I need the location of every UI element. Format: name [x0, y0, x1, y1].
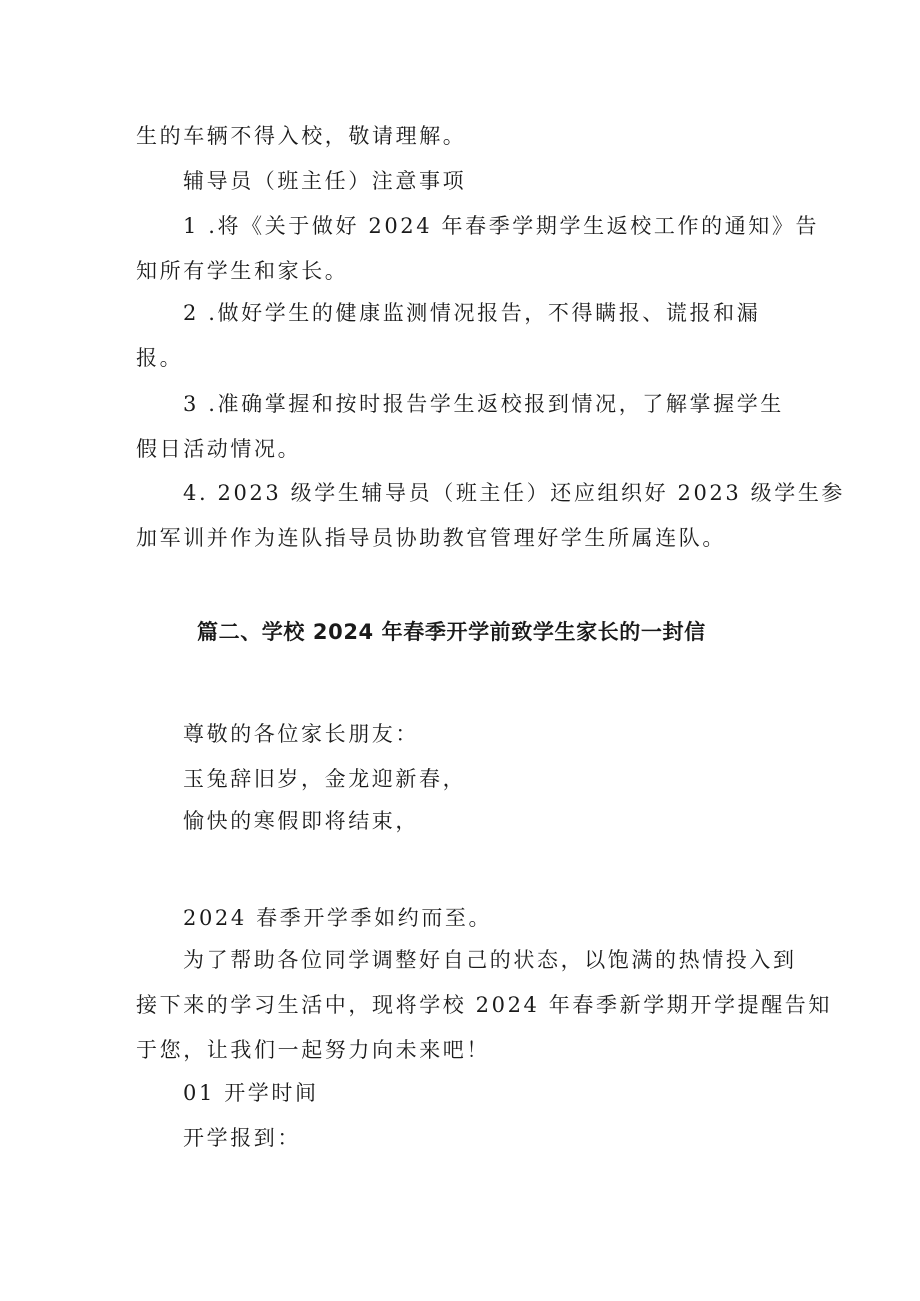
section-title: 篇二、学校 2024 年春季开学前致学生家长的一封信	[197, 620, 706, 644]
verse-line-3: 2024 春季开学季如约而至。	[183, 906, 493, 930]
section-subheading: 辅导员（班主任）注意事项	[183, 169, 467, 193]
verse-line-1: 玉兔辞旧岁，金龙迎新春，	[183, 767, 467, 791]
paragraph-line-1: 为了帮助各位同学调整好自己的状态，以饱满的热情投入到	[183, 948, 797, 972]
paragraph-line-2: 接下来的学习生活中，现将学校 2024 年春季新学期开学提醒告知	[136, 993, 832, 1017]
letter-greeting: 尊敬的各位家长朋友：	[183, 722, 419, 746]
list-item-4-line-2: 加军训并作为连队指导员协助教官管理好学生所属连队。	[136, 526, 726, 550]
subsection-heading: 01 开学时间	[183, 1081, 319, 1105]
paragraph-line-3: 于您，让我们一起努力向未来吧！	[136, 1038, 490, 1062]
subsection-item: 开学报到：	[183, 1126, 301, 1150]
verse-line-2: 愉快的寒假即将结束，	[183, 809, 419, 833]
list-item-2-line-1: 2 .做好学生的健康监测情况报告，不得瞒报、谎报和漏	[183, 301, 761, 325]
list-item-3-line-2: 假日活动情况。	[136, 437, 302, 461]
paragraph-line: 生的车辆不得入校，敬请理解。	[136, 124, 467, 148]
list-item-1-line-2: 知所有学生和家长。	[136, 259, 349, 283]
list-item-3-line-1: 3 .准确掌握和按时报告学生返校报到情况，了解掌握学生	[183, 392, 784, 416]
list-item-1-line-1: 1 .将《关于做好 2024 年春季学期学生返校工作的通知》告	[183, 214, 820, 238]
list-item-4-line-1: 4. 2023 级学生辅导员（班主任）还应组织好 2023 级学生参	[183, 481, 846, 505]
list-item-2-line-2: 报。	[136, 346, 184, 370]
